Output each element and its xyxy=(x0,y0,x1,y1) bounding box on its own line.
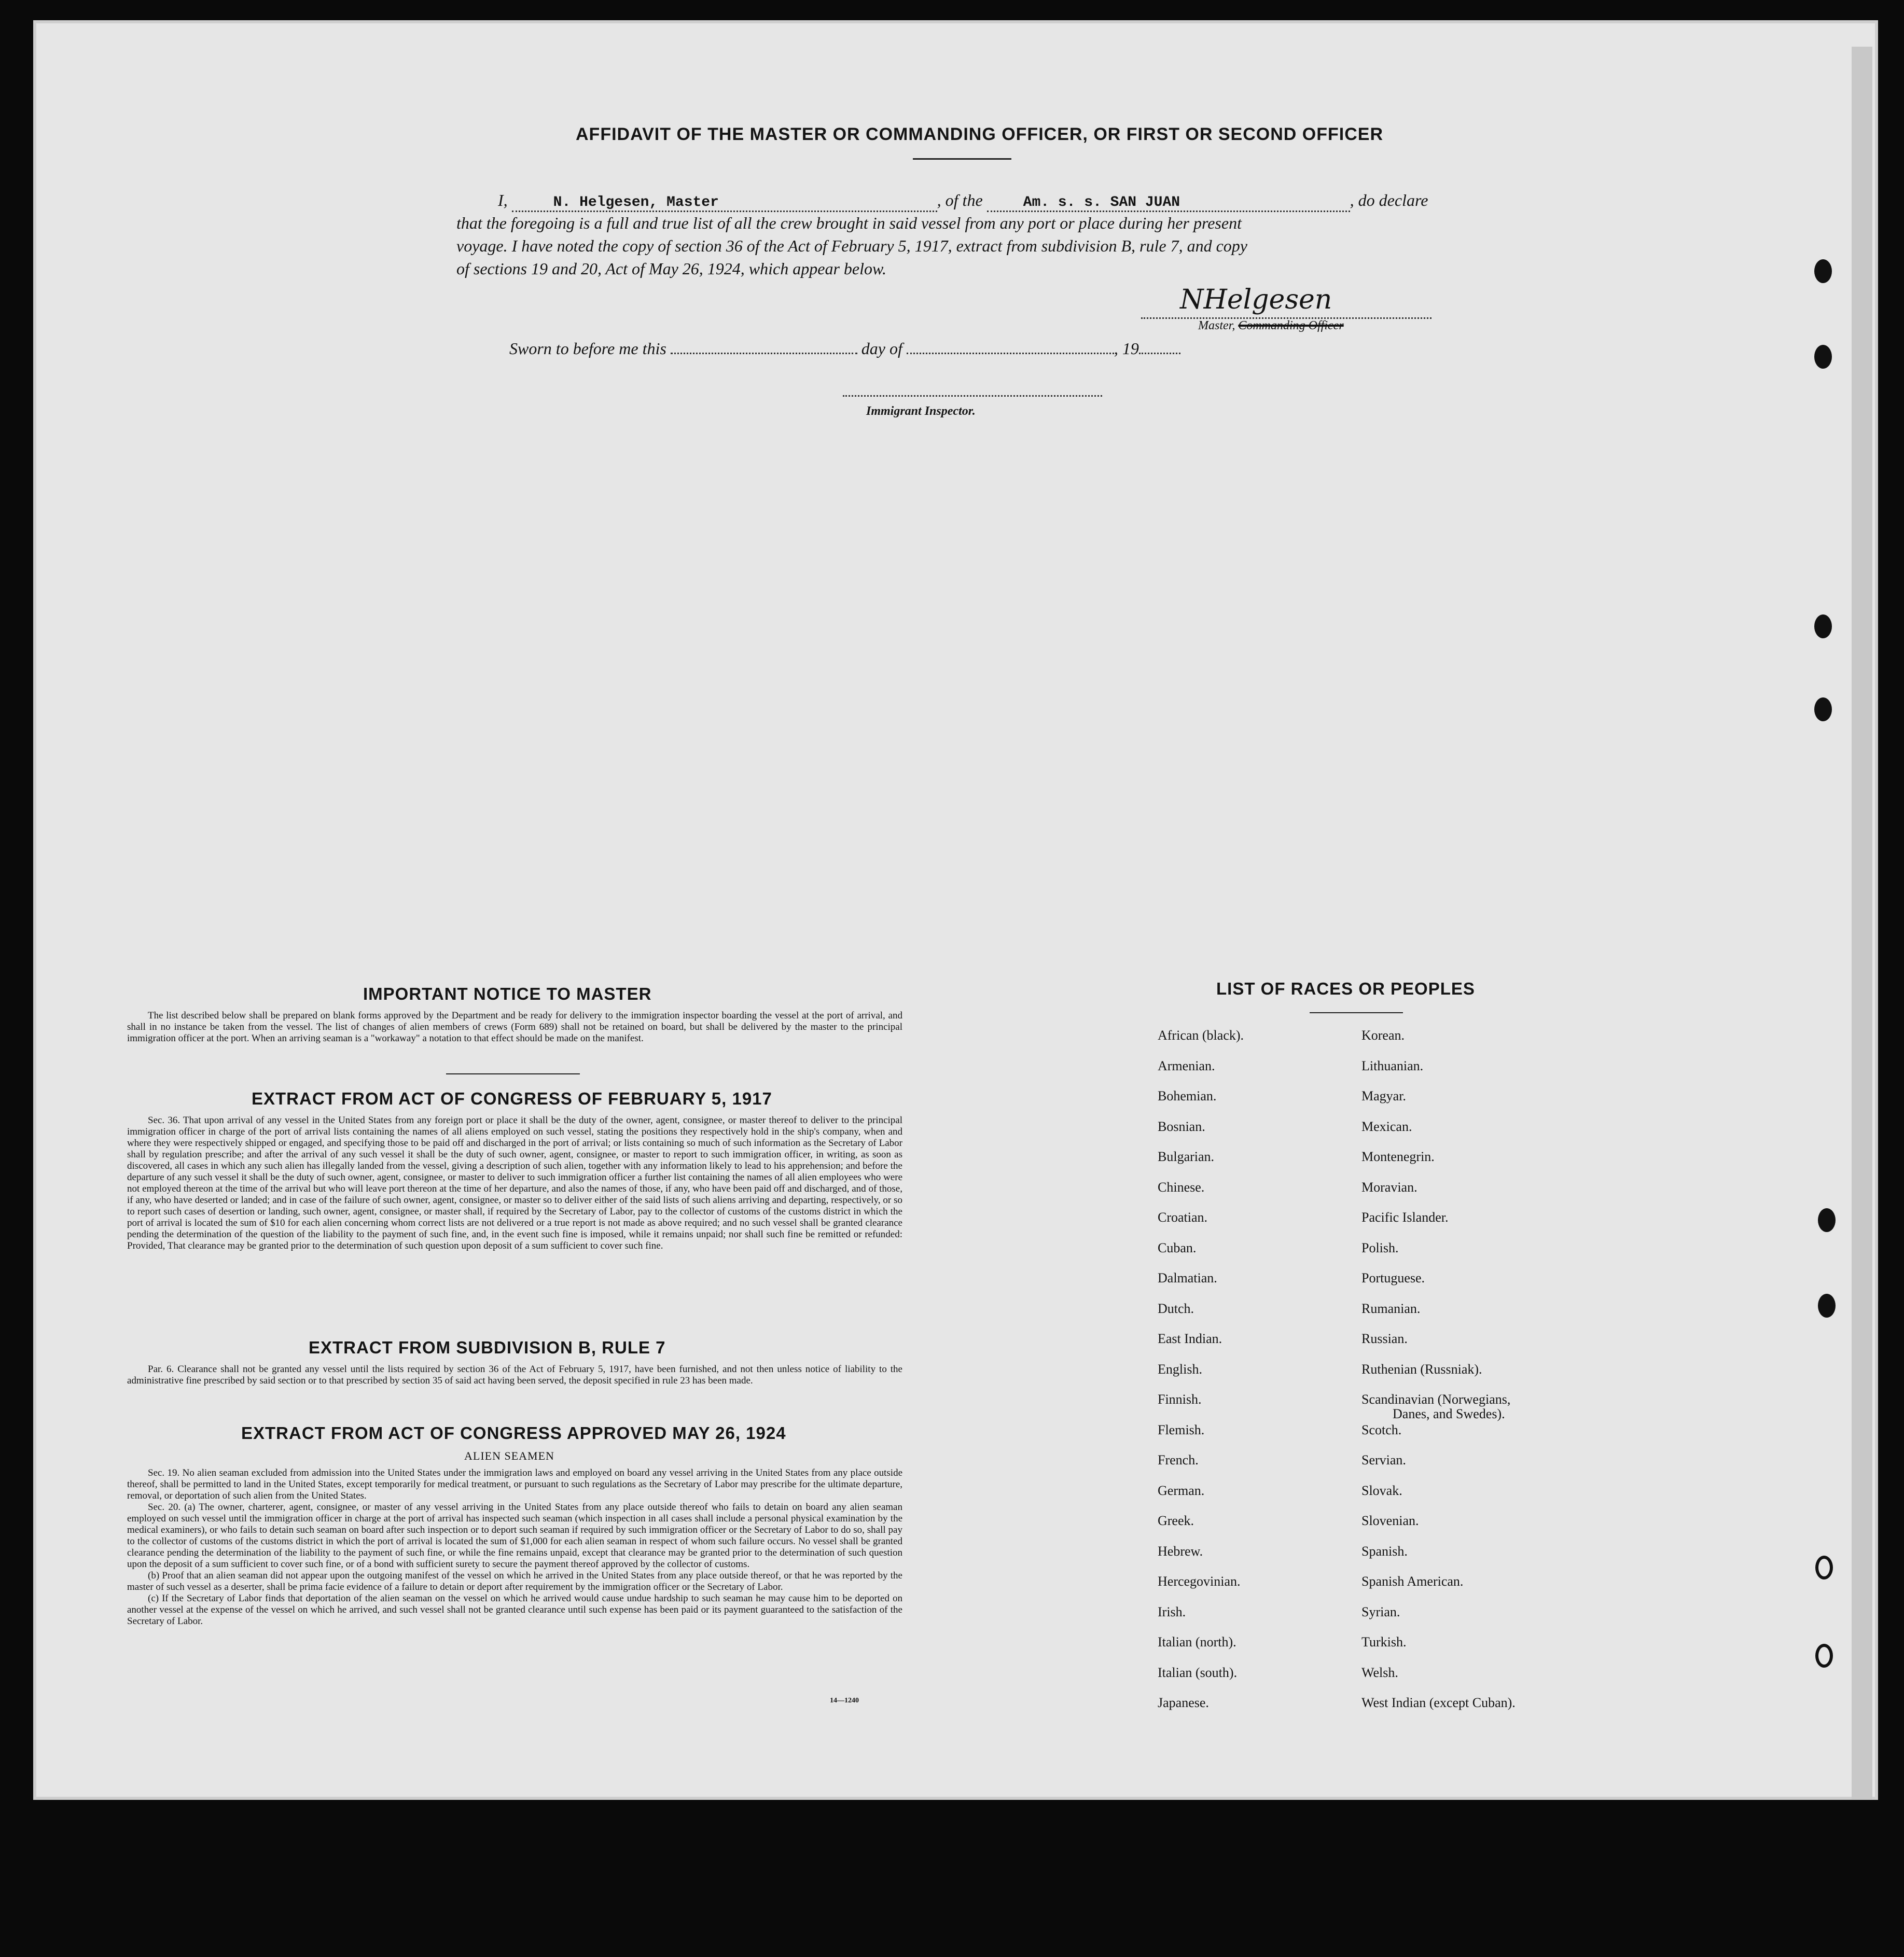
section-20a: Sec. 20. (a) The owner, charterer, agent, consignee, or master of any vessel arriving in the United States from any place outside thereof who fails to detain on board any alien seaman employed on such vessel until the immigration officer in charge at the port of arrival has inspected such seaman (which inspection in all cases shall include a personal physical examination by the medical examiners), or who fails to detain such seaman on board after such inspection or to deport such seaman if required by such immigration officer or the Secretary of Labor to do so, shall pay to the collector of customs of the customs district in which the port of arrival is located the sum of $1,000 for each alien seaman in respect of whom such failure occurs. No vessel shall be granted clearance pending the determination of the liability to the payment of such fine, or while the fine remains unpaid, except that clearance may be granted prior to the determination of such question upon the deposit of a sum sufficient to cover such fine, or of a bond with sufficient surety to secure the payment thereof approved by the collector of customs. xyxy=(127,1502,902,1570)
race-item: Welsh. xyxy=(1361,1665,1398,1680)
affidavit-line-2: that the foregoing is a full and true list of all the crew brought in said vessel from any port or place during her present xyxy=(456,214,1242,232)
race-item: Cuban. xyxy=(1158,1240,1197,1255)
extract-1924-body xyxy=(127,1467,902,1627)
sworn-text: Sworn to before me this xyxy=(509,339,666,358)
notice-title: IMPORTANT NOTICE TO MASTER xyxy=(363,984,652,1003)
inspector-caption: Immigrant Inspector. xyxy=(866,404,976,418)
races-underline xyxy=(1310,1012,1403,1013)
notice-body: The list described below shall be prepared on blank forms approved by the Department and be ready for delivery to the immigration inspector boarding the vessel at the port of arrival, and shall in no instance be taken from the vessel. The list of changes of alien members of crews (Form 689) shall not be retained on board, but shall be delivered by the master to the principal immigration officer at the port. When an arriving seaman is a "workaway" a notation to that effect should be made on the manifest. xyxy=(127,1010,902,1044)
alien-seamen-heading: ALIEN SEAMEN xyxy=(464,1449,554,1462)
affidavit-line-3: voyage. I have noted the copy of section 36 of the Act of February 5, 1917, extract from subdivision B, rule 7, and copy xyxy=(456,236,1247,255)
binder-hole xyxy=(1818,1294,1836,1318)
extract-1917-body: Sec. 36. That upon arrival of any vessel in the United States from any foreign port or place it shall be the duty of the owner, agent, consignee, or master thereof to deliver to the principal immigration officer in charge of the port of arrival lists containing the names of all aliens employed on such vessel, stating the positions they respectively hold in the ship's company, when and where they were respectively shipped or engaged, and specifying those to be paid off and discharged in the port of arrival; or lists containing so much of such information as the Secretary of Labor shall by regulation prescribe; and after the arrival of any such vessel it shall be the duty of such owner, agent, consignee, or master to report to such immigration officer, in writing, as soon as discovered, all cases in which any such alien has illegally landed from the vessel, giving a description of such alien, together with any information likely to lead to his apprehension; and before the departure of any such vessel it shall be the duty of such owner, agent, consignee, or master to deliver to such immigration officer a further list containing the names of all alien employees who were not employed thereon at the time of the arrival but who will leave port thereon at the time of her departure, and also the names of those, if any, who have been paid off and discharged, and of those, if any, who have deserted or landed; and in case of the failure of such owner, agent, consignee, or master so to deliver either of the said lists of such aliens arriving and departing, respectively, or so to report such cases of desertion or landing, such owner, agent, consignee, or master shall, if required by the Secretary of Labor, pay to the collector of customs of the customs district in which the port of arrival is located the sum of $10 for each alien concerning whom correct lists are not delivered or a true report is not made as above required; and no such vessel shall be granted clearance pending the determination of the question of the liability to the payment of such fine, and, in the event such fine is imposed, while it remains unpaid; nor shall such fine be remitted or refunded: Provided, That clearance may be granted prior to the determination of such question upon deposit of a sum sufficient to cover such fine. xyxy=(127,1115,902,1251)
year-field xyxy=(1139,338,1180,354)
races-right-column xyxy=(1361,1028,1516,1726)
page-edge xyxy=(1852,47,1872,1799)
section-divider xyxy=(446,1073,580,1074)
race-item: Italian (south). xyxy=(1158,1665,1238,1680)
race-item: Dalmatian. xyxy=(1158,1270,1217,1285)
race-item: Syrian. xyxy=(1361,1604,1400,1619)
race-item: Russian. xyxy=(1361,1331,1408,1346)
extract-1917-title: EXTRACT FROM ACT OF CONGRESS OF FEBRUARY 5, 1917 xyxy=(252,1089,772,1108)
race-item: Flemish. xyxy=(1158,1422,1205,1437)
binder-hole xyxy=(1814,614,1832,638)
master-signature: NHelgesen xyxy=(1180,284,1332,315)
day-field xyxy=(671,338,857,354)
race-item: Slovak. xyxy=(1361,1483,1402,1498)
race-item: Danes, and Swedes). xyxy=(1393,1406,1505,1421)
race-item: Hebrew. xyxy=(1158,1543,1203,1559)
race-item: German. xyxy=(1158,1483,1205,1498)
race-item: English. xyxy=(1158,1361,1202,1377)
race-item: Pacific Islander. xyxy=(1361,1210,1449,1225)
sworn-text: day of xyxy=(861,339,902,358)
race-item: Slovenian. xyxy=(1361,1513,1419,1528)
race-item: Chinese. xyxy=(1158,1179,1205,1195)
sworn-text: , 19 xyxy=(1114,339,1139,358)
race-item: Polish. xyxy=(1361,1240,1399,1255)
binder-hole xyxy=(1815,1644,1833,1668)
sworn-line xyxy=(509,338,1180,358)
race-item: Scotch. xyxy=(1361,1422,1402,1437)
race-item: Japanese. xyxy=(1158,1695,1209,1710)
race-item: Irish. xyxy=(1158,1604,1186,1619)
race-item: Lithuanian. xyxy=(1361,1058,1424,1073)
race-item: Greek. xyxy=(1158,1513,1194,1528)
month-field xyxy=(907,338,1114,354)
race-item: West Indian (except Cuban). xyxy=(1361,1695,1516,1710)
races-title: LIST OF RACES OR PEOPLES xyxy=(1216,979,1475,998)
master-label: Master, xyxy=(1198,319,1235,332)
section-20c: (c) If the Secretary of Labor finds that deportation of the alien seaman on the vessel on which he arrived would cause undue hardship to such seaman he may cause him to be deported on another vessel at the expense of the vessel on which he arrived, and such vessel shall not be granted clearance until such expense has been paid or its payment guaranteed to the satisfaction of the Secretary of Labor. xyxy=(127,1593,902,1627)
section-20b: (b) Proof that an alien seaman did not appear upon the outgoing manifest of the vessel on which he arrived in the United States from any place outside thereof, or that he was reported by the master of such vessel as a deserter, shall be prima facie evidence of a failure to detain or deport after requirement by the immigration officer or the Secretary of Labor. xyxy=(127,1570,902,1592)
binder-hole xyxy=(1814,259,1832,283)
race-item: Servian. xyxy=(1361,1452,1406,1467)
race-item: Bosnian. xyxy=(1158,1119,1205,1134)
race-item: Armenian. xyxy=(1158,1058,1215,1073)
master-name-field xyxy=(512,191,937,212)
rule7-title: EXTRACT FROM SUBDIVISION B, RULE 7 xyxy=(309,1338,666,1357)
vessel-name-field xyxy=(987,191,1350,212)
race-item: Bohemian. xyxy=(1158,1088,1217,1103)
section-19: Sec. 19. No alien seaman excluded from admission into the United States under the immigration laws and employed on board any vessel arriving in the United States from any place outside thereof, shall be permitted to land in the United States, except temporarily for medical treatment, or pursuant to such regulations as the Secretary of Labor may prescribe for the ultimate departure, removal, or deportation of such alien from the United States. xyxy=(127,1467,902,1501)
inspector-signature-line xyxy=(843,395,1102,397)
race-item: Bulgarian. xyxy=(1158,1149,1215,1164)
form-number: 14—1240 xyxy=(830,1697,859,1704)
affidavit-line-4: of sections 19 and 20, Act of May 26, 1924, which appear below. xyxy=(456,259,886,278)
race-item: Portuguese. xyxy=(1361,1270,1425,1285)
race-item: African (black). xyxy=(1158,1028,1244,1043)
race-item: Turkish. xyxy=(1361,1634,1407,1650)
binder-hole xyxy=(1815,1556,1833,1579)
affidavit-line-1 xyxy=(498,191,1428,212)
race-item: Magyar. xyxy=(1361,1088,1406,1103)
race-item: Finnish. xyxy=(1158,1392,1202,1407)
affidavit-text: I, xyxy=(498,191,508,209)
race-item: Ruthenian (Russniak). xyxy=(1361,1361,1482,1377)
race-item: Korean. xyxy=(1361,1028,1405,1043)
race-item: Croatian. xyxy=(1158,1210,1208,1225)
struck-title: Commanding Officer xyxy=(1238,319,1344,332)
race-item: Italian (north). xyxy=(1158,1634,1236,1650)
extract-1924-title: EXTRACT FROM ACT OF CONGRESS APPROVED MAY 26, 1924 xyxy=(241,1423,786,1443)
title-underline xyxy=(913,158,1011,160)
rule7-body: Par. 6. Clearance shall not be granted any vessel until the lists required by section 36 of the Act of February 5, 1917, have been furnished, and not then unless notice of liability to the administrative fine prescribed by said section or to that prescribed by section 35 of said act having been served, the deposit specified in rule 23 has been made. xyxy=(127,1364,902,1386)
binder-hole xyxy=(1818,1208,1836,1232)
race-item: East Indian. xyxy=(1158,1331,1222,1346)
race-item: Mexican. xyxy=(1361,1119,1412,1134)
race-item: Spanish. xyxy=(1361,1543,1408,1559)
race-item: Spanish American. xyxy=(1361,1574,1464,1589)
race-item: French. xyxy=(1158,1452,1199,1467)
signature-caption xyxy=(1198,319,1344,333)
race-item: Hercegovinian. xyxy=(1158,1574,1241,1589)
race-item: Montenegrin. xyxy=(1361,1149,1435,1164)
race-item: Moravian. xyxy=(1361,1179,1417,1195)
race-item: Dutch. xyxy=(1158,1301,1194,1316)
affidavit-title: AFFIDAVIT OF THE MASTER OR COMMANDING OFFICER, OR FIRST OR SECOND OFFICER xyxy=(576,124,1383,144)
race-item: Rumanian. xyxy=(1361,1301,1421,1316)
binder-hole xyxy=(1814,345,1832,369)
binder-hole xyxy=(1814,697,1832,721)
affidavit-text: , of the xyxy=(937,191,983,209)
races-left-column xyxy=(1158,1028,1244,1726)
master-name: N. Helgesen, Master xyxy=(553,194,719,211)
affidavit-text: , do declare xyxy=(1350,191,1428,209)
race-item: Scandinavian (Norwegians, xyxy=(1361,1392,1511,1407)
vessel-name: Am. s. s. SAN JUAN xyxy=(1023,194,1180,211)
